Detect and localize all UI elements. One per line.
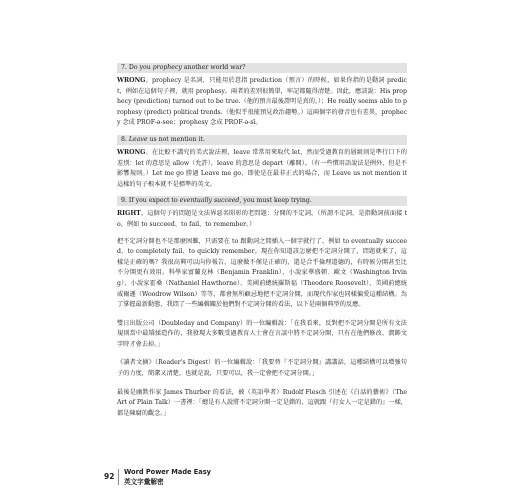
question-bar [117,196,407,206]
page-number: 92 [104,472,115,481]
answer-text: 。prophecy 是名詞，只能用於意指 prediction（預言）的時候，如果你指的是動詞 predict，例如在這個句子裡，就用 prophesy。兩者的差別很簡單，牢記都隨得清楚。因此，應該說：His prophecy (prediction) turned out to be true.（他的預言最後證明是真的。）；He really seems able to prophesy (predict) political trends.（他似乎很能預見政治趨勢。）這兩個字的發音也有差異，prophecy 念成 PROF-ə-see；prophesy 念成 PROF-ə-sī。 [117,77,407,127]
answer-explanation [117,209,407,230]
quiz-item-9 [117,196,407,230]
question-bar [117,63,407,73]
answer-explanation [117,148,407,190]
body-paragraph-doubleday-quote: 雙日出版公司（Doubleday and Company）的一位編輯說：「在我看來，反對把不定詞分開是所有文法規則當中最矯揉造作的，我發現大多數受過教育人士會在言談中將不定詞分開，只有在他們修改、潤飾文字時才會去掉。」 [117,319,407,348]
verdict-label: RIGHT [117,210,141,218]
verdict-label: WRONG [117,148,146,156]
question-text-end: , you must keep trying. [239,197,312,205]
question-text-end: us not mention it. [147,135,205,143]
body-paragraph-split-infinitive: 把不定詞分開也不是那麼困難，只需要在 to 跟動詞之間插入一個字就行了，例如 to eventually succeed、to completely fail、to quickly remember。現在你知道該怎麼把不定詞分開了，問題就來了，這樣是正確的嗎？我很高興可以向你報告，這麼做不僅是正確的，還是合乎倫理道德的，有時候分開甚至比不分開更有效用。科學家富蘭克林（Benjamin Franklin）、小說家華盛頓．歐文（Washington Irving）、小說家霍桑（Nathaniel Hawthorne）、美國前總統羅斯福（Theodore Roosevelt）、美國前總統威爾遜（Woodrow Wilson）等等，都會無所顧忌地把不定詞分開，而現代作家也同樣偏愛這種結構。為了掌握最新動態，我問了一些編輯關於他們對不定詞分開的看法，以下是兩個典型的反應。 [117,237,407,309]
answer-explanation [117,76,407,129]
question-emphasis: Leave [128,135,148,143]
question-text: 9. If you expect to [121,197,180,205]
body-paragraph-thurber-quote: 最後是幽默作家 James Thurber 的看法，被（英語學者）Rudolf Flesch 引述在《白話的藝術》（The Art of Plain Talk）一書裡：「總是有人說將不定詞分開一定是錯的，這就跟『打女人一定是錯的』一樣，都是陳腐的觀念。」 [117,388,407,417]
page-content [117,63,407,427]
question-text: 8. [121,135,129,143]
question-text-end: another world war? [181,64,246,71]
book-title: Word Power Made Easy [124,468,211,476]
book-subtitle: 英文字彙解密 [124,478,164,486]
question-bar [117,135,407,145]
question-text: 7. Do you [121,64,153,71]
body-paragraph-readers-digest-quote: 《讀者文摘》（Reader's Digest）的一位編輯說：「我要替『不定詞分開』講講話，這種結構可以增強句子的力度，簡潔又清楚，也就是說，只要可以，我一定會把不定詞分開。」 [117,359,407,378]
quiz-item-8 [117,135,407,190]
answer-text: 。在比較不講究的美式說法裡，leave 常常用來取代 let，然而受過教育的層級則是準行口下的差別：let 的意思是 allow（允許），leave 的意思是 depart（離開）。（有一些慣用語說法是例外，但是不影響規則。）Let me go 勝過 Leave me go，即使是在最非正式的場合，而 Leave us not mention it 這樣的句子根本就不是標準的英文。 [117,148,407,188]
footer-divider [118,469,119,485]
quiz-item-7 [117,63,407,129]
question-emphasis: eventually succeed [179,197,240,205]
verdict-label: WRONG [117,77,146,84]
question-emphasis: prophecy [152,64,182,71]
answer-text: 。這個句子的問題是文法界惡名昭彰的老問題：分開的不定詞，（所謂不定詞，是指動詞前面接 to，例如 to succeed、to fail、to remember。） [117,210,407,228]
